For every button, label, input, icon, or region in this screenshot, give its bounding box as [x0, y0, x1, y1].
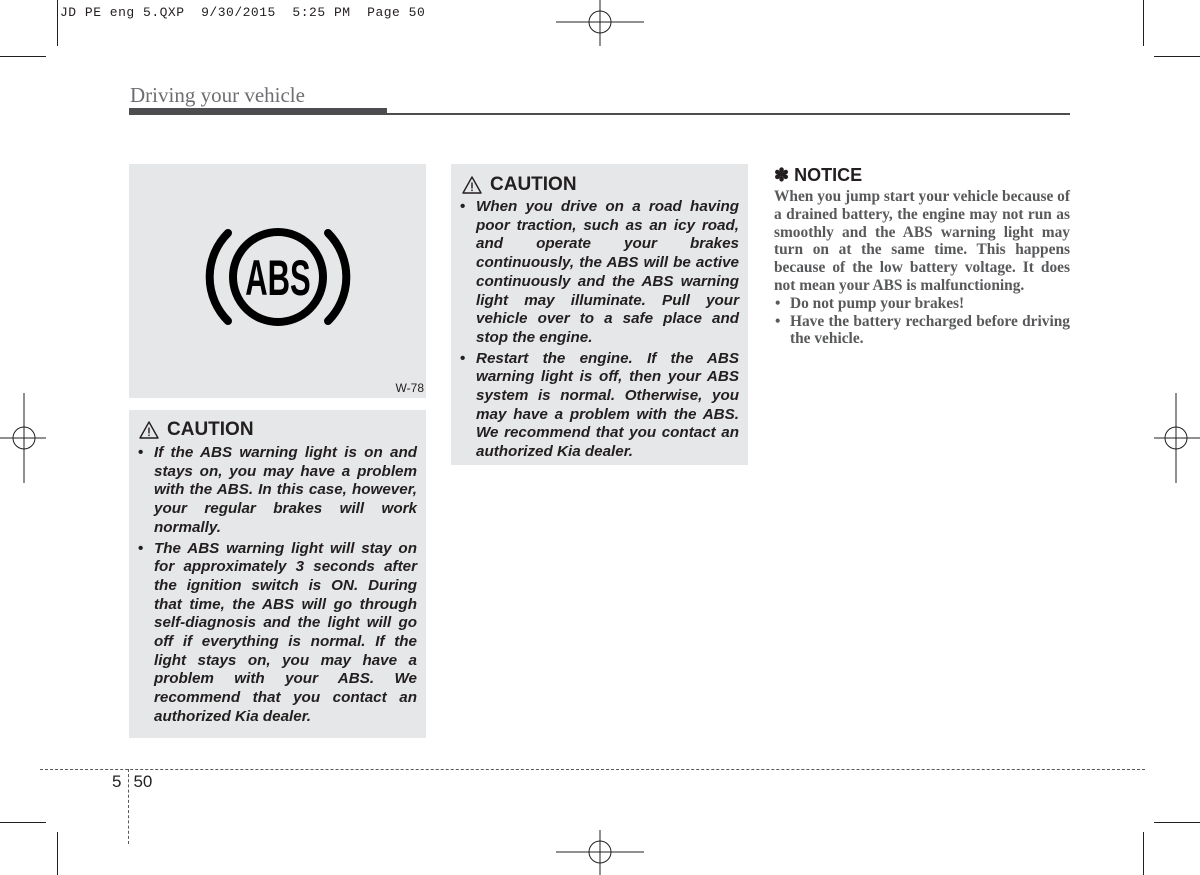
- registration-mark-left: [0, 393, 46, 483]
- footer-rule: [40, 769, 1145, 770]
- chapter-number: 5: [112, 772, 122, 791]
- caution-box-middle: [451, 164, 748, 465]
- section-title-rule: [387, 113, 1070, 115]
- caution-middle-item: • Restart the engine. If the ABS warning light is off, then your ABS system is normal. Otherwise, you may have a problem with the ABS. We recommend that you contact an authorized Kia dealer.: [460, 350, 739, 462]
- notice-body: [774, 188, 1070, 348]
- notice-heading: [774, 165, 862, 186]
- notice-title: NOTICE: [794, 165, 863, 185]
- registration-mark-top: [556, 0, 644, 46]
- abs-symbol-text: ABS: [245, 249, 311, 306]
- abs-warning-light-icon: [203, 220, 353, 334]
- figure-code: W-78: [395, 381, 424, 395]
- caution-title-middle: CAUTION: [490, 174, 577, 195]
- notice-item: • Have the battery recharged before driving the vehicle.: [774, 313, 1070, 349]
- notice-list: [774, 295, 1070, 348]
- caution-box-left: [129, 410, 426, 738]
- abs-figure-panel: [129, 164, 426, 398]
- page-number: [112, 772, 152, 792]
- warning-triangle-icon: [139, 420, 159, 440]
- caution-heading-middle: [462, 174, 577, 196]
- caution-left-item: • The ABS warning light will stay on for approximately 3 seconds after the ignition switch is ON. During that time, the ABS will go through self-diagnosis and the light will go off if everything is normal. If the light stays on, you may have a problem with your ABS. We recommend that you contact an authorized Kia dealer.: [138, 540, 417, 727]
- page-number-value: 50: [133, 772, 153, 791]
- caution-middle-item: • When you drive on a road having poor traction, such as an icy road, and operate your brakes continuously, the ABS will be active continuously and the ABS warning light may illuminate. Pull your vehicle over to a safe place and stop the engine.: [460, 198, 739, 348]
- caution-list-middle: [460, 198, 739, 462]
- registration-mark-bottom: [556, 830, 644, 875]
- caution-list-left: [138, 444, 417, 727]
- section-title-bar: [129, 108, 387, 115]
- caution-left-item: • If the ABS warning light is on and stays on, you may have a problem with the ABS. In this case, however, your regular brakes will work normally.: [138, 444, 417, 538]
- notice-item: • Do not pump your brakes!: [774, 295, 1070, 313]
- notice-star-icon: ✽: [774, 165, 790, 185]
- section-title: Driving your vehicle: [130, 83, 305, 107]
- warning-triangle-icon: [462, 175, 482, 195]
- caution-title-left: CAUTION: [167, 419, 254, 440]
- registration-mark-right: [1154, 393, 1200, 483]
- print-header: JD PE eng 5.QXP 9/30/2015 5:25 PM Page 50: [60, 5, 426, 20]
- caution-heading-left: [139, 419, 254, 441]
- notice-paragraph: When you jump start your vehicle because of a drained battery, the engine may not run as smoothly and the ABS warning light may turn on at the same time. This happens because of the low battery voltage. It does not mean your ABS is malfunctioning.: [774, 188, 1070, 294]
